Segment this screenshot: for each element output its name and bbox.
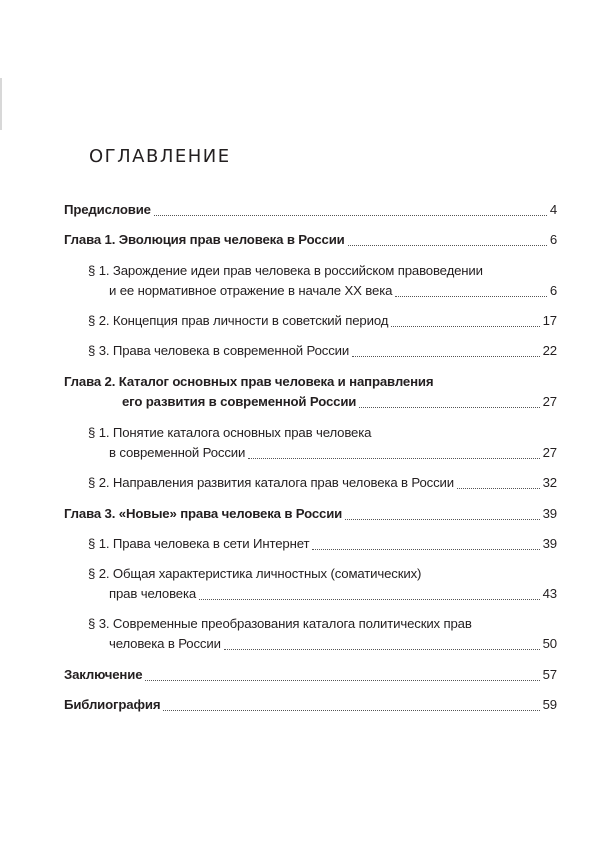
toc-page-number: 57 bbox=[542, 667, 557, 682]
toc-entry-label: и ее нормативное отражение в начале XX века bbox=[109, 283, 393, 298]
toc-entry-label-line1: § 1. Понятие каталога основных прав человека bbox=[88, 425, 372, 440]
toc-page-number: 4 bbox=[549, 202, 557, 217]
toc-entry-label: его развития в современной России bbox=[122, 394, 357, 409]
toc-entry-label: § 1. Права человека в сети Интернет bbox=[88, 536, 310, 551]
toc-entry-ch3-sec1[interactable] bbox=[88, 534, 557, 554]
toc-entry-ch1-sec2[interactable] bbox=[88, 311, 557, 331]
toc-page-number: 59 bbox=[542, 697, 557, 712]
toc-page-number: 17 bbox=[542, 313, 557, 328]
toc-entry-label: § 2. Направления развития каталога прав человека в России bbox=[88, 475, 454, 490]
toc-entry-label: прав человека bbox=[109, 586, 197, 601]
toc-entry-label: § 3. Права человека в современной России bbox=[88, 343, 350, 358]
toc-entry-preface[interactable] bbox=[64, 200, 557, 220]
page-edge-shadow bbox=[0, 78, 2, 130]
toc-page-number: 27 bbox=[542, 394, 557, 409]
dot-leader bbox=[145, 680, 539, 681]
toc-title: ОГЛАВЛЕНИЕ bbox=[89, 146, 231, 167]
toc-page-number: 6 bbox=[549, 232, 557, 247]
toc-entry-label: в современной России bbox=[109, 445, 246, 460]
dot-leader bbox=[359, 407, 539, 408]
toc-entry-label: Глава 1. Эволюция прав человека в России bbox=[64, 232, 345, 247]
toc-page-number: 39 bbox=[542, 536, 557, 551]
toc-entry-label: Предисловие bbox=[64, 202, 151, 217]
toc-page-number: 22 bbox=[542, 343, 557, 358]
toc-entry-ch3-sec3[interactable] bbox=[88, 614, 557, 654]
toc-entry-ch1-sec3[interactable] bbox=[88, 341, 557, 361]
toc-entry-ch1-sec1[interactable] bbox=[88, 261, 557, 301]
toc-entry-label-line1: § 2. Общая характеристика личностных (соматических) bbox=[88, 566, 422, 581]
toc-page-number: 32 bbox=[542, 475, 557, 490]
toc-page-number: 6 bbox=[549, 283, 557, 298]
toc-entry-ch2-sec2[interactable] bbox=[88, 473, 557, 493]
toc-entry-ch2-sec1[interactable] bbox=[88, 423, 557, 463]
dot-leader bbox=[395, 296, 547, 297]
toc-entry-chapter-3[interactable] bbox=[64, 504, 557, 524]
dot-leader bbox=[154, 215, 547, 216]
toc-page-number: 27 bbox=[542, 445, 557, 460]
toc-entry-label: Глава 3. «Новые» права человека в России bbox=[64, 506, 343, 521]
toc-page-number: 39 bbox=[542, 506, 557, 521]
dot-leader bbox=[391, 326, 539, 327]
table-of-contents bbox=[64, 200, 557, 715]
toc-entry-chapter-1[interactable] bbox=[64, 230, 557, 250]
toc-entry-label-line1: Глава 2. Каталог основных прав человека и направления bbox=[64, 374, 434, 389]
toc-entry-chapter-2[interactable] bbox=[64, 372, 557, 412]
dot-leader bbox=[312, 549, 539, 550]
dot-leader bbox=[457, 488, 540, 489]
dot-leader bbox=[248, 458, 539, 459]
toc-entry-label-line1: § 3. Современные преобразования каталога политических прав bbox=[88, 616, 472, 631]
toc-entry-label: Библиография bbox=[64, 697, 161, 712]
toc-page-number: 43 bbox=[542, 586, 557, 601]
dot-leader bbox=[224, 649, 540, 650]
toc-entry-bibliography[interactable] bbox=[64, 695, 557, 715]
toc-entry-conclusion[interactable] bbox=[64, 665, 557, 685]
dot-leader bbox=[345, 519, 539, 520]
dot-leader bbox=[199, 599, 540, 600]
toc-entry-label: человека в России bbox=[109, 636, 221, 651]
toc-entry-label: § 2. Концепция прав личности в советский период bbox=[88, 313, 389, 328]
toc-entry-label-line1: § 1. Зарождение идеи прав человека в российском правоведении bbox=[88, 263, 483, 278]
toc-entry-ch3-sec2[interactable] bbox=[88, 564, 557, 604]
dot-leader bbox=[348, 245, 547, 246]
toc-page-number: 50 bbox=[542, 636, 557, 651]
dot-leader bbox=[163, 710, 539, 711]
toc-entry-label: Заключение bbox=[64, 667, 143, 682]
dot-leader bbox=[352, 356, 540, 357]
